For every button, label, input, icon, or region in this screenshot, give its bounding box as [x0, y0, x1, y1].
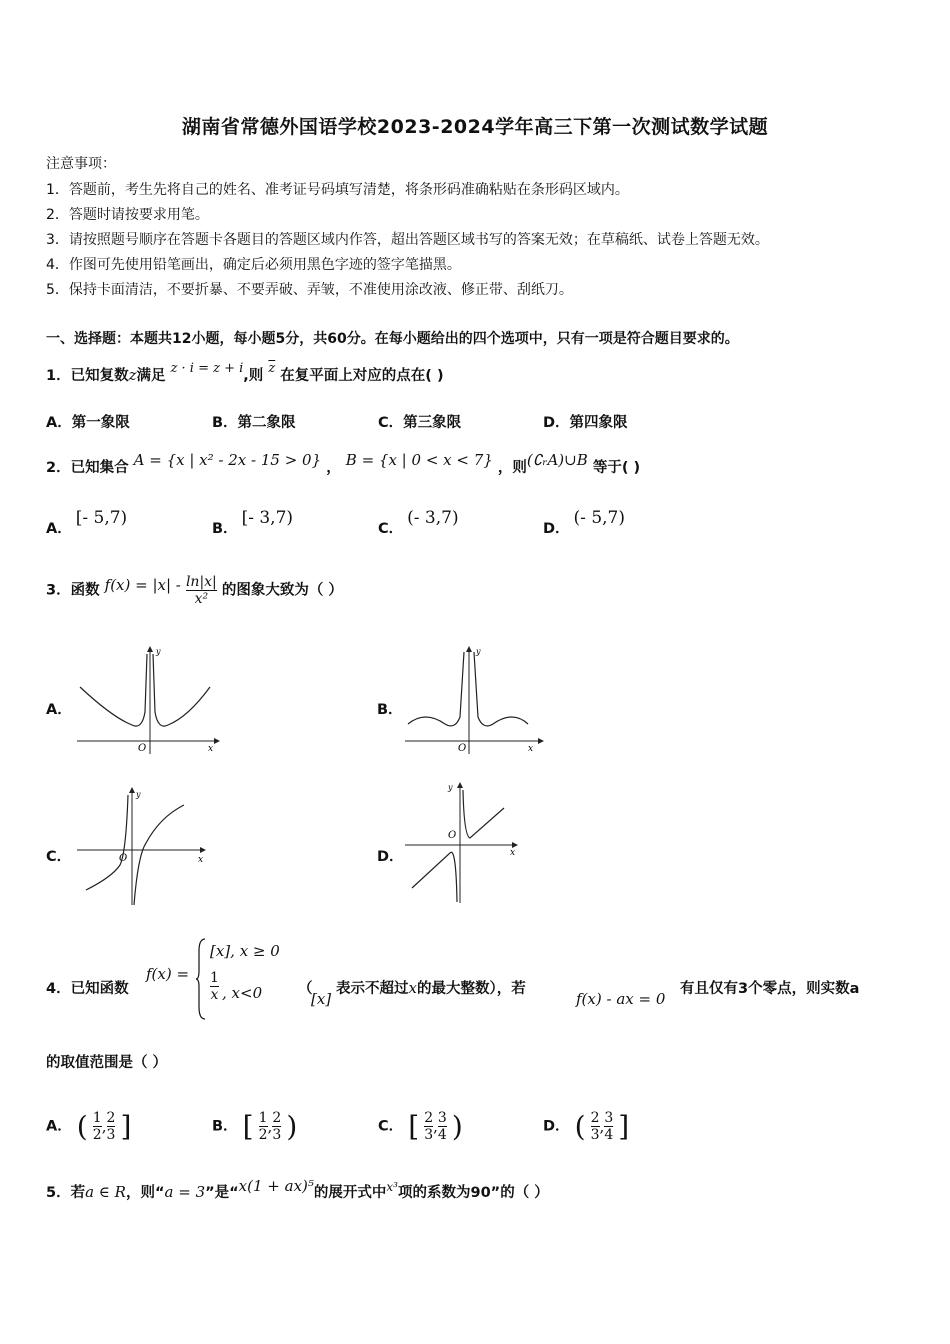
q4-case-2-den: x — [210, 987, 219, 1003]
q4-option-b-close: ) — [286, 1110, 298, 1143]
q4-option-b-frac-1 — [259, 1110, 268, 1143]
q4-note-var: x — [408, 979, 417, 997]
q4-option-b-open: [ — [242, 1110, 254, 1143]
q4-option-d-letter: D． — [543, 1118, 570, 1135]
q4-option-d-d2: 4 — [604, 1127, 614, 1143]
graph-a-origin: O — [138, 743, 147, 754]
q4-option-b-d2: 3 — [272, 1127, 282, 1143]
question-1 — [46, 361, 444, 385]
q5-eq: a = 3 — [164, 1183, 206, 1201]
graph-b-y-label: y — [476, 647, 481, 656]
q4-option-a-open: ( — [76, 1110, 88, 1143]
q1-then: ,则 — [243, 368, 264, 384]
q3-graph-c — [72, 785, 222, 910]
q4-option-c-d1: 3 — [424, 1127, 434, 1143]
graph-a-y-label: y — [156, 647, 161, 656]
notice-item-4: 4．作图可先使用铅笔画出，确定后必须用黑色字迹的签字笔描黑。 — [46, 257, 461, 273]
q3-graph-a — [72, 642, 222, 757]
q2-option-c-letter: C． — [378, 521, 404, 537]
q1-zbar: $\overline{z}$ — [268, 361, 276, 376]
q3-option-d: D． — [377, 849, 404, 865]
q4-option-a-d1: 2 — [92, 1127, 102, 1143]
q4-option-b-n2: 2 — [272, 1110, 282, 1126]
q4-option-b-d1: 2 — [258, 1127, 268, 1143]
q2-comma: ， — [326, 460, 341, 476]
q5-then: ，则“ — [125, 1185, 165, 1201]
section-heading: 一、选择题：本题共12小题，每小题5分，共60分。在每小题给出的四个选项中，只有一项是符合题目要求的。 — [46, 331, 739, 347]
q4-option-d-open: ( — [574, 1110, 586, 1143]
q3-option-b: B． — [377, 702, 403, 718]
q2-option-a — [46, 508, 128, 538]
q4-option-d-d1: 3 — [590, 1127, 600, 1143]
q4-suffix: 有且仅有3个零点，则实数a — [680, 981, 860, 997]
graph-b-x-label: x — [528, 744, 534, 754]
q3-graph-b — [400, 642, 550, 757]
q4-note-text-2: 的最大整数），若 — [416, 981, 526, 997]
q2-set-b: B = {x | 0 < x < 7} — [345, 451, 493, 469]
q5-mid: ”是“ — [205, 1185, 239, 1201]
graph-c-y-label: y — [136, 790, 141, 799]
q4-option-c-d2: 4 — [437, 1127, 447, 1143]
q2-option-b-letter: B． — [212, 521, 238, 537]
q4-paren: （ — [298, 981, 313, 997]
q4-option-a-close: ] — [120, 1110, 132, 1143]
q4-option-a-frac-1 — [93, 1110, 102, 1143]
graph-d-y-label: y — [448, 783, 453, 792]
notice-heading: 注意事项： — [46, 156, 116, 172]
q4-option-c-open: [ — [408, 1110, 420, 1143]
q3-fraction — [186, 574, 217, 607]
graph-c-origin: O — [119, 853, 128, 864]
q5-x3: x³ — [386, 1180, 398, 1194]
q4-option-d-frac-1 — [591, 1110, 600, 1143]
graph-b-origin: O — [458, 743, 467, 754]
q1-expr: z · i = z + i — [170, 361, 244, 376]
q2-option-d-value: (- 5,7) — [573, 508, 625, 528]
q4-option-b: B． [ $\frac{1}{2}$ , $\frac{2}{3}$ ) — [212, 1110, 298, 1143]
graph-d-origin: O — [448, 830, 457, 841]
notice-item-1: 1．答题前，考生先将自己的姓名、准考证号码填写清楚，将条形码准确粘贴在条形码区域内。 — [46, 182, 629, 198]
q4-option-b-letter: B． — [212, 1118, 238, 1135]
q4-option-c-frac-1 — [424, 1110, 433, 1143]
q1-option-d: D．第四象限 — [543, 415, 628, 431]
q2-option-d — [543, 508, 625, 538]
q4-option-a-frac-2 — [107, 1110, 116, 1143]
q5-expr: x(1 + ax)⁵ — [238, 1177, 314, 1195]
q4-option-c-n2: 3 — [437, 1110, 447, 1126]
q2-expr: (∁ᵣA)∪B — [526, 451, 588, 469]
q4-brace — [195, 937, 207, 1021]
q4-option-d-frac-2 — [604, 1110, 613, 1143]
q4-option-c-frac-2 — [438, 1110, 447, 1143]
q5-prefix: 5．若 — [46, 1185, 86, 1201]
q1-suffix: 在复平面上对应的点在( ) — [280, 368, 444, 384]
q2-option-d-letter: D． — [543, 521, 570, 537]
q4-option-a-n2: 2 — [106, 1110, 116, 1126]
question-2 — [46, 451, 641, 477]
q3-option-c: C． — [46, 849, 72, 865]
notice-item-3: 3．请按照题号顺序在答题卡各题目的答题区域内作答，超出答题区域书写的答案无效；在草稿纸、试卷上答题无效。 — [46, 232, 769, 248]
q4-option-b-n1: 1 — [258, 1110, 268, 1126]
q4-case-2-cond: , x<0 — [222, 984, 263, 1002]
q3-fraction-num: ln|x| — [185, 574, 217, 590]
q1-prefix: 1．已知复数 — [46, 368, 129, 384]
q3-prefix: 3．函数 — [46, 582, 100, 599]
notice-item-2: 2．答题时请按要求用笔。 — [46, 207, 209, 223]
q2-option-b — [212, 508, 294, 538]
q4-case-2-fraction — [210, 970, 219, 1003]
q2-option-a-letter: A． — [46, 521, 72, 537]
question-3 — [46, 574, 343, 607]
page-title: 湖南省常德外国语学校2023-2024学年高三下第一次测试数学试题 — [181, 116, 769, 138]
q3-suffix: 的图象大致为（ ） — [221, 582, 343, 599]
q2-suffix: 等于( ) — [592, 460, 641, 476]
q2-then: ，则 — [497, 460, 527, 476]
q4-option-b-frac-2 — [272, 1110, 281, 1143]
q4-option-c-close: ) — [451, 1110, 463, 1143]
q4-option-d: D． ( $\frac{2}{3}$ , $\frac{3}{4}$ ] — [543, 1110, 630, 1143]
q3-graph-d — [400, 778, 530, 908]
q1-var: z — [128, 366, 137, 384]
question-5 — [46, 1177, 549, 1202]
q4-option-c: C． [ $\frac{2}{3}$ , $\frac{3}{4}$ ) — [378, 1110, 463, 1143]
question-4-prefix: 4．已知函数 — [46, 981, 129, 997]
q4-option-a-d2: 3 — [106, 1127, 116, 1143]
q4-option-c-letter: C． — [378, 1118, 404, 1135]
q3-fx: f(x) = |x| - — [104, 575, 181, 594]
graph-d-x-label: x — [510, 848, 516, 858]
q4-fx: f(x) = — [146, 965, 190, 983]
q2-set-a: A = {x | x² - 2x - 15 > 0} — [133, 451, 322, 469]
q5-cond: a ∈ R — [85, 1183, 126, 1201]
graph-a-x-label: x — [208, 744, 214, 754]
q4-option-a-letter: A． — [46, 1118, 72, 1135]
q4-case-1: [x], x ≥ 0 — [210, 942, 280, 960]
q4-option-d-close: ] — [618, 1110, 630, 1143]
q2-option-c-value: (- 3,7) — [407, 508, 459, 528]
q2-option-c — [378, 508, 459, 538]
q4-equation: f(x) - ax = 0 — [576, 990, 666, 1008]
graph-c-x-label: x — [198, 855, 204, 865]
q5-suffix-2: 项的系数为90”的（ ） — [397, 1185, 549, 1201]
notice-item-5: 5．保持卡面清洁，不要折暴、不要弄破、弄皱，不准使用涂改液、修正带、刮纸刀。 — [46, 282, 573, 298]
q2-option-b-value: [- 3,7) — [241, 508, 294, 528]
q2-prefix: 2．已知集合 — [46, 460, 129, 476]
q4-note — [336, 977, 526, 998]
q4-option-a-n1: 1 — [92, 1110, 102, 1126]
q4-option-a: A． ( $\frac{1}{2}$ , $\frac{2}{3}$ ] — [46, 1110, 132, 1143]
q3-fraction-den: x² — [194, 591, 209, 607]
q1-option-c: C．第三象限 — [378, 415, 462, 431]
q1-option-b: B．第二象限 — [212, 415, 296, 431]
q4-case-2-num: 1 — [210, 970, 219, 986]
q4-bracket: [x] — [311, 990, 332, 1008]
q1-option-a: A．第一象限 — [46, 415, 130, 431]
q4-note-text: 表示不超过 — [336, 981, 409, 997]
q4-option-c-n1: 2 — [424, 1110, 434, 1126]
q4-option-d-n2: 3 — [604, 1110, 614, 1126]
q1-mid: 满足 — [136, 368, 166, 384]
q4-line-2: 的取值范围是（ ） — [46, 1055, 168, 1071]
q4-option-d-n1: 2 — [590, 1110, 600, 1126]
q2-option-a-value: [- 5,7) — [75, 508, 128, 528]
q5-suffix: 的展开式中 — [313, 1185, 387, 1201]
q3-option-a: A． — [46, 702, 72, 718]
